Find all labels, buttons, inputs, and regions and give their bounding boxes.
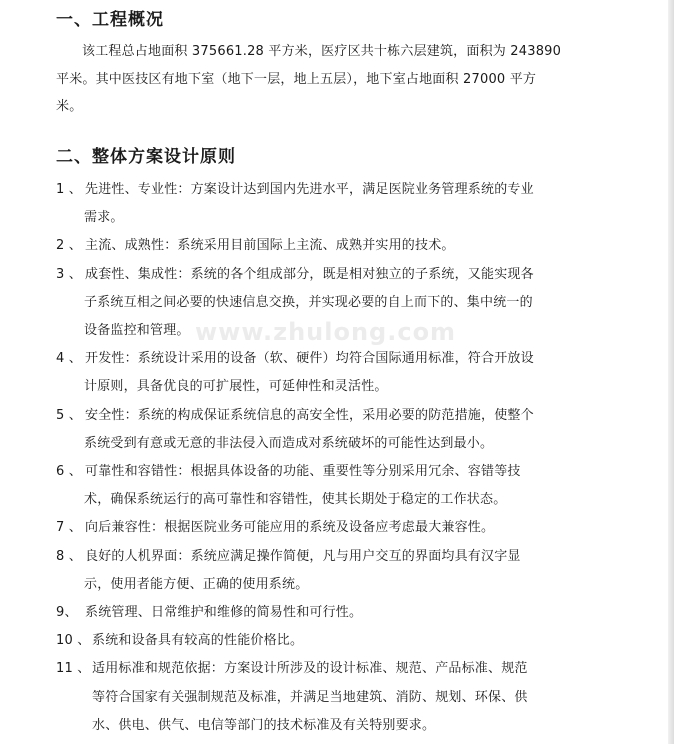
paragraph-line: 米。 bbox=[56, 99, 83, 114]
list-item-number: 4 、 bbox=[56, 351, 83, 367]
list-item-line: 系统管理、日常维护和维修的简易性和可行性。 bbox=[85, 605, 363, 621]
design-principles-list bbox=[56, 176, 596, 740]
list-item-line: 主流、成熟性：系统采用目前国际上主流、成熟并实用的技术。 bbox=[85, 238, 455, 254]
list-item-line: 向后兼容性：根据医院业务可能应用的系统及设备应考虑最大兼容性。 bbox=[85, 520, 495, 536]
list-item-number: 9、 bbox=[56, 605, 78, 621]
list-item-number: 7 、 bbox=[56, 520, 83, 536]
paragraph-line: 该工程总占地面积 375661.28 平方米，医疗区共十栋六层建筑，面积为 243890 bbox=[82, 44, 562, 59]
list-item bbox=[56, 627, 596, 655]
list-item-line: 良好的人机界面：系统应满足操作简便，凡与用户交互的界面均具有汉字显 bbox=[85, 548, 521, 564]
list-item-line: 系统和设备具有较高的性能价格比。 bbox=[92, 633, 304, 649]
list-item-line: 子系统互相之间必要的快速信息交换，并实现必要的自上而下的、集中统一的 bbox=[84, 294, 533, 310]
page-edge-shadow bbox=[668, 0, 674, 744]
list-item-number: 3 、 bbox=[56, 266, 83, 282]
list-item-number: 6 、 bbox=[56, 464, 83, 480]
list-item-number: 1 、 bbox=[56, 182, 83, 197]
project-overview-paragraph bbox=[56, 38, 596, 121]
list-item-line: 适用标准和规范依据：方案设计所涉及的设计标准、规范、产品标准、规范 bbox=[92, 661, 528, 677]
list-item bbox=[56, 345, 596, 401]
list-item-line: 可靠性和容错性：根据具体设备的功能、重要性等分别采用冗余、容错等技 bbox=[85, 464, 521, 480]
section-heading-design-principles: 二、整体方案设计原则 bbox=[56, 147, 236, 167]
list-item-line: 先进性、专业性：方案设计达到国内先进水平，满足医院业务管理系统的专业 bbox=[85, 182, 534, 197]
list-item-line: 系统受到有意或无意的非法侵入而造成对系统破坏的可能性达到最小。 bbox=[84, 435, 494, 451]
paragraph-line: 平米。其中医技区有地下室（地下一层，地上五层），地下室占地面积 27000 平方 bbox=[56, 71, 537, 87]
list-item-number: 8 、 bbox=[56, 548, 83, 564]
list-item-number: 5 、 bbox=[56, 407, 83, 423]
section-heading-project-overview: 一、工程概况 bbox=[56, 10, 164, 30]
list-item bbox=[56, 176, 596, 232]
list-item-line: 设备监控和管理。 bbox=[84, 323, 190, 339]
list-item bbox=[56, 655, 596, 740]
list-item-number: 11 、 bbox=[56, 661, 91, 677]
list-item-line: 术，确保系统运行的高可靠性和容错性，使其长期处于稳定的工作状态。 bbox=[84, 492, 507, 508]
list-item-line: 成套性、集成性：系统的各个组成部分，既是相对独立的子系统，又能实现各 bbox=[85, 266, 534, 282]
list-item bbox=[56, 599, 596, 627]
list-item-line: 开发性：系统设计采用的设备（软、硬件）均符合国际通用标准，符合开放设 bbox=[85, 351, 534, 367]
list-item bbox=[56, 232, 596, 260]
list-item-line: 等符合国家有关强制规范及标准，并满足当地建筑、消防、规划、环保、供 bbox=[92, 689, 528, 705]
list-item-line: 安全性：系统的构成保证系统信息的高安全性，采用必要的防范措施，使整个 bbox=[85, 407, 534, 423]
list-item-line: 需求。 bbox=[84, 210, 124, 226]
list-item-line: 计原则，具备优良的可扩展性，可延伸性和灵活性。 bbox=[84, 379, 388, 395]
list-item bbox=[56, 543, 596, 599]
list-item bbox=[56, 458, 596, 514]
watermark: www.zhulong.com bbox=[195, 318, 457, 346]
list-item-line: 水、供电、供气、电信等部门的技术标准及有关特别要求。 bbox=[92, 717, 436, 733]
list-item-number: 2 、 bbox=[56, 238, 83, 254]
list-item-number: 10 、 bbox=[56, 633, 91, 649]
list-item bbox=[56, 514, 596, 542]
list-item bbox=[56, 402, 596, 458]
list-item-line: 示，使用者能方便、正确的使用系统。 bbox=[84, 576, 309, 592]
